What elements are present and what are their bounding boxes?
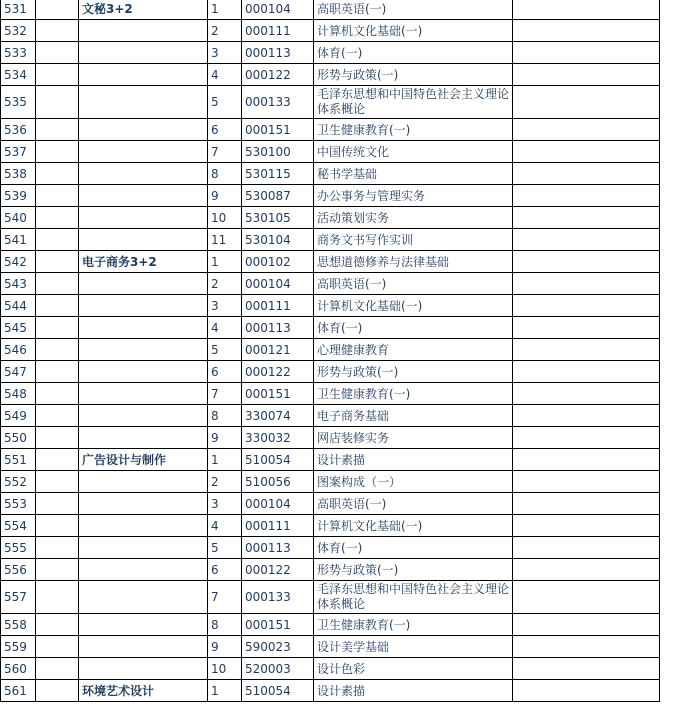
table-row [1, 636, 660, 658]
sequence-cell[interactable]: 3 [208, 295, 242, 317]
row-number-cell[interactable]: 544 [1, 295, 36, 317]
major-cell[interactable] [79, 658, 208, 680]
major-cell[interactable] [79, 20, 208, 42]
course-code-cell[interactable]: 520003 [242, 658, 314, 680]
sequence-cell[interactable]: 5 [208, 86, 242, 119]
course-code-cell[interactable]: 590023 [242, 636, 314, 658]
sequence-cell[interactable]: 6 [208, 559, 242, 581]
row-number-cell[interactable]: 551 [1, 449, 36, 471]
sequence-cell[interactable]: 5 [208, 339, 242, 361]
blank-cell[interactable] [513, 471, 660, 493]
major-cell[interactable] [79, 317, 208, 339]
course-code-cell[interactable]: 000111 [242, 515, 314, 537]
sequence-cell[interactable]: 9 [208, 427, 242, 449]
row-number-cell[interactable]: 533 [1, 42, 36, 64]
row-number-cell[interactable]: 538 [1, 163, 36, 185]
table-row [1, 86, 660, 119]
course-code-cell[interactable]: 000151 [242, 119, 314, 141]
course-name-cell[interactable]: 毛泽东思想和中国特色社会主义理论体系概论 [314, 86, 513, 119]
table-row [1, 273, 660, 295]
row-number-cell[interactable]: 542 [1, 251, 36, 273]
blank-cell[interactable] [36, 614, 79, 636]
course-name-cell[interactable]: 思想道德修养与法律基础 [314, 251, 513, 273]
row-number-cell[interactable]: 561 [1, 680, 36, 702]
major-cell[interactable]: 文秘3+2 [79, 0, 208, 20]
major-cell[interactable] [79, 493, 208, 515]
row-number-cell[interactable]: 556 [1, 559, 36, 581]
blank-cell[interactable] [513, 361, 660, 383]
table-row [1, 537, 660, 559]
course-name-cell[interactable]: 高职英语(一) [314, 273, 513, 295]
course-code-cell[interactable]: 000122 [242, 64, 314, 86]
blank-cell[interactable] [36, 317, 79, 339]
blank-cell[interactable] [513, 86, 660, 119]
blank-cell[interactable] [513, 141, 660, 163]
sequence-cell[interactable]: 7 [208, 383, 242, 405]
major-cell[interactable] [79, 339, 208, 361]
blank-cell[interactable] [513, 119, 660, 141]
blank-cell[interactable] [36, 64, 79, 86]
course-name-cell[interactable]: 心理健康教育 [314, 339, 513, 361]
blank-cell[interactable] [513, 295, 660, 317]
major-cell[interactable] [79, 273, 208, 295]
course-code-cell[interactable]: 510054 [242, 680, 314, 702]
course-code-cell[interactable]: 000113 [242, 42, 314, 64]
blank-cell[interactable] [36, 0, 79, 20]
row-number-cell[interactable]: 554 [1, 515, 36, 537]
row-number-cell[interactable]: 550 [1, 427, 36, 449]
course-name-cell[interactable]: 高职英语(一) [314, 0, 513, 20]
table-row [1, 614, 660, 636]
blank-cell[interactable] [513, 207, 660, 229]
course-name-cell[interactable]: 秘书学基础 [314, 163, 513, 185]
blank-cell[interactable] [513, 537, 660, 559]
blank-cell[interactable] [36, 537, 79, 559]
table-row [1, 295, 660, 317]
sequence-cell[interactable]: 10 [208, 207, 242, 229]
blank-cell[interactable] [513, 493, 660, 515]
course-code-cell[interactable]: 000151 [242, 383, 314, 405]
table-row [1, 339, 660, 361]
blank-cell[interactable] [36, 141, 79, 163]
major-cell[interactable] [79, 86, 208, 119]
sequence-cell[interactable]: 2 [208, 20, 242, 42]
sequence-cell[interactable]: 8 [208, 405, 242, 427]
table-row [1, 119, 660, 141]
table-row [1, 42, 660, 64]
course-name-cell[interactable]: 电子商务基础 [314, 405, 513, 427]
table-row [1, 317, 660, 339]
blank-cell[interactable] [513, 614, 660, 636]
table-row [1, 680, 660, 702]
sequence-cell[interactable]: 2 [208, 273, 242, 295]
table-row [1, 449, 660, 471]
course-name-cell[interactable]: 设计素描 [314, 680, 513, 702]
major-cell[interactable] [79, 185, 208, 207]
major-cell[interactable] [79, 537, 208, 559]
blank-cell[interactable] [513, 20, 660, 42]
row-number-cell[interactable]: 547 [1, 361, 36, 383]
blank-cell[interactable] [36, 559, 79, 581]
row-number-cell[interactable]: 557 [1, 581, 36, 614]
blank-cell[interactable] [36, 427, 79, 449]
table-row [1, 207, 660, 229]
sequence-cell[interactable]: 4 [208, 64, 242, 86]
blank-cell[interactable] [36, 20, 79, 42]
table-row [1, 229, 660, 251]
table-row [1, 383, 660, 405]
course-name-cell[interactable]: 体育(一) [314, 317, 513, 339]
major-cell[interactable] [79, 559, 208, 581]
course-name-cell[interactable]: 形势与政策(一) [314, 64, 513, 86]
sequence-cell[interactable]: 1 [208, 251, 242, 273]
blank-cell[interactable] [36, 207, 79, 229]
table-row [1, 163, 660, 185]
table-row [1, 64, 660, 86]
row-number-cell[interactable]: 536 [1, 119, 36, 141]
course-code-cell[interactable]: 000133 [242, 581, 314, 614]
blank-cell[interactable] [36, 185, 79, 207]
blank-cell[interactable] [513, 405, 660, 427]
blank-cell[interactable] [513, 64, 660, 86]
course-code-cell[interactable]: 530104 [242, 229, 314, 251]
table-row [1, 493, 660, 515]
row-number-cell[interactable]: 555 [1, 537, 36, 559]
row-number-cell[interactable]: 539 [1, 185, 36, 207]
course-name-cell[interactable]: 设计色彩 [314, 658, 513, 680]
course-code-cell[interactable]: 000121 [242, 339, 314, 361]
course-name-cell[interactable]: 计算机文化基础(一) [314, 20, 513, 42]
row-number-cell[interactable]: 559 [1, 636, 36, 658]
blank-cell[interactable] [36, 493, 79, 515]
major-cell[interactable] [79, 163, 208, 185]
major-cell[interactable] [79, 515, 208, 537]
major-cell[interactable]: 电子商务3+2 [79, 251, 208, 273]
major-cell[interactable]: 环境艺术设计 [79, 680, 208, 702]
major-cell[interactable] [79, 405, 208, 427]
sequence-cell[interactable]: 6 [208, 119, 242, 141]
sequence-cell[interactable]: 7 [208, 581, 242, 614]
major-cell[interactable] [79, 614, 208, 636]
course-code-cell[interactable]: 000133 [242, 86, 314, 119]
blank-cell[interactable] [513, 185, 660, 207]
blank-cell[interactable] [36, 229, 79, 251]
major-cell[interactable] [79, 119, 208, 141]
course-code-cell[interactable]: 510056 [242, 471, 314, 493]
blank-cell[interactable] [513, 383, 660, 405]
table-row [1, 251, 660, 273]
course-code-cell[interactable]: 000104 [242, 273, 314, 295]
blank-cell[interactable] [36, 361, 79, 383]
row-number-cell[interactable]: 545 [1, 317, 36, 339]
course-name-cell[interactable]: 中国传统文化 [314, 141, 513, 163]
course-code-cell[interactable]: 000111 [242, 295, 314, 317]
course-code-cell[interactable]: 000122 [242, 559, 314, 581]
blank-cell[interactable] [513, 581, 660, 614]
course-name-cell[interactable]: 活动策划实务 [314, 207, 513, 229]
blank-cell[interactable] [513, 42, 660, 64]
course-name-cell[interactable]: 计算机文化基础(一) [314, 515, 513, 537]
blank-cell[interactable] [513, 317, 660, 339]
blank-cell[interactable] [36, 251, 79, 273]
sequence-cell[interactable]: 1 [208, 680, 242, 702]
course-name-cell[interactable]: 设计素描 [314, 449, 513, 471]
blank-cell[interactable] [36, 273, 79, 295]
table-row [1, 185, 660, 207]
course-name-cell[interactable]: 图案构成（一） [314, 471, 513, 493]
major-cell[interactable] [79, 64, 208, 86]
row-number-cell[interactable]: 549 [1, 405, 36, 427]
blank-cell[interactable] [36, 471, 79, 493]
sequence-cell[interactable]: 8 [208, 163, 242, 185]
row-number-cell[interactable]: 537 [1, 141, 36, 163]
course-code-cell[interactable]: 330032 [242, 427, 314, 449]
table-row [1, 515, 660, 537]
course-name-cell[interactable]: 计算机文化基础(一) [314, 295, 513, 317]
major-cell[interactable] [79, 636, 208, 658]
sequence-cell[interactable]: 10 [208, 658, 242, 680]
row-number-cell[interactable]: 534 [1, 64, 36, 86]
sequence-cell[interactable]: 7 [208, 141, 242, 163]
blank-cell[interactable] [36, 636, 79, 658]
table-row [1, 471, 660, 493]
table-body [1, 0, 660, 702]
row-number-cell[interactable]: 543 [1, 273, 36, 295]
course-name-cell[interactable]: 卫生健康教育(一) [314, 119, 513, 141]
course-code-cell[interactable]: 000113 [242, 317, 314, 339]
sequence-cell[interactable]: 3 [208, 42, 242, 64]
row-number-cell[interactable]: 553 [1, 493, 36, 515]
blank-cell[interactable] [36, 163, 79, 185]
course-code-cell[interactable]: 000151 [242, 614, 314, 636]
course-name-cell[interactable]: 高职英语(一) [314, 493, 513, 515]
row-number-cell[interactable]: 558 [1, 614, 36, 636]
sequence-cell[interactable]: 2 [208, 471, 242, 493]
blank-cell[interactable] [513, 658, 660, 680]
table-row [1, 559, 660, 581]
table-row [1, 581, 660, 614]
course-code-cell[interactable]: 530087 [242, 185, 314, 207]
course-name-cell[interactable]: 体育(一) [314, 42, 513, 64]
blank-cell[interactable] [513, 273, 660, 295]
sequence-cell[interactable]: 6 [208, 361, 242, 383]
course-code-cell[interactable]: 330074 [242, 405, 314, 427]
table-row [1, 405, 660, 427]
sequence-cell[interactable]: 4 [208, 515, 242, 537]
sequence-cell[interactable]: 9 [208, 636, 242, 658]
major-cell[interactable]: 广告设计与制作 [79, 449, 208, 471]
blank-cell[interactable] [36, 86, 79, 119]
sequence-cell[interactable]: 11 [208, 229, 242, 251]
major-cell[interactable] [79, 581, 208, 614]
blank-cell[interactable] [36, 119, 79, 141]
table-row [1, 427, 660, 449]
row-number-cell[interactable]: 541 [1, 229, 36, 251]
blank-cell[interactable] [36, 383, 79, 405]
blank-cell[interactable] [36, 680, 79, 702]
major-cell[interactable] [79, 141, 208, 163]
course-code-cell[interactable]: 510054 [242, 449, 314, 471]
course-name-cell[interactable]: 商务文书写作实训 [314, 229, 513, 251]
sequence-cell[interactable]: 3 [208, 493, 242, 515]
sequence-cell[interactable]: 1 [208, 0, 242, 20]
row-number-cell[interactable]: 532 [1, 20, 36, 42]
blank-cell[interactable] [513, 449, 660, 471]
blank-cell[interactable] [36, 405, 79, 427]
course-name-cell[interactable]: 卫生健康教育(一) [314, 614, 513, 636]
blank-cell[interactable] [36, 339, 79, 361]
table-row [1, 361, 660, 383]
course-code-cell[interactable]: 530115 [242, 163, 314, 185]
course-code-cell[interactable]: 530105 [242, 207, 314, 229]
blank-cell[interactable] [513, 636, 660, 658]
course-code-cell[interactable]: 000104 [242, 0, 314, 20]
sequence-cell[interactable]: 8 [208, 614, 242, 636]
blank-cell[interactable] [36, 658, 79, 680]
course-code-cell[interactable]: 000122 [242, 361, 314, 383]
blank-cell[interactable] [513, 229, 660, 251]
major-cell[interactable] [79, 427, 208, 449]
blank-cell[interactable] [513, 251, 660, 273]
sequence-cell[interactable]: 4 [208, 317, 242, 339]
row-number-cell[interactable]: 531 [1, 0, 36, 20]
table-row [1, 658, 660, 680]
course-name-cell[interactable]: 网店装修实务 [314, 427, 513, 449]
blank-cell[interactable] [513, 0, 660, 20]
major-cell[interactable] [79, 361, 208, 383]
table-row [1, 141, 660, 163]
major-cell[interactable] [79, 207, 208, 229]
course-name-cell[interactable]: 毛泽东思想和中国特色社会主义理论体系概论 [314, 581, 513, 614]
blank-cell[interactable] [36, 581, 79, 614]
blank-cell[interactable] [513, 515, 660, 537]
course-name-cell[interactable]: 体育(一) [314, 537, 513, 559]
row-number-cell[interactable]: 548 [1, 383, 36, 405]
course-code-cell[interactable]: 000102 [242, 251, 314, 273]
blank-cell[interactable] [36, 515, 79, 537]
major-cell[interactable] [79, 383, 208, 405]
row-number-cell[interactable]: 552 [1, 471, 36, 493]
course-code-cell[interactable]: 000113 [242, 537, 314, 559]
course-code-cell[interactable]: 000104 [242, 493, 314, 515]
course-name-cell[interactable]: 设计美学基础 [314, 636, 513, 658]
major-cell[interactable] [79, 229, 208, 251]
row-number-cell[interactable]: 546 [1, 339, 36, 361]
table-row [1, 20, 660, 42]
blank-cell[interactable] [36, 295, 79, 317]
major-cell[interactable] [79, 42, 208, 64]
major-cell[interactable] [79, 471, 208, 493]
row-number-cell[interactable]: 540 [1, 207, 36, 229]
blank-cell[interactable] [513, 163, 660, 185]
row-number-cell[interactable]: 560 [1, 658, 36, 680]
course-name-cell[interactable]: 办公事务与管理实务 [314, 185, 513, 207]
table-row [1, 0, 660, 20]
blank-cell[interactable] [513, 680, 660, 702]
sequence-cell[interactable]: 5 [208, 537, 242, 559]
course-code-cell[interactable]: 530100 [242, 141, 314, 163]
sequence-cell[interactable]: 9 [208, 185, 242, 207]
course-name-cell[interactable]: 形势与政策(一) [314, 361, 513, 383]
blank-cell[interactable] [513, 339, 660, 361]
blank-cell[interactable] [513, 559, 660, 581]
blank-cell[interactable] [36, 449, 79, 471]
blank-cell[interactable] [513, 427, 660, 449]
row-number-cell[interactable]: 535 [1, 86, 36, 119]
major-cell[interactable] [79, 295, 208, 317]
course-name-cell[interactable]: 卫生健康教育(一) [314, 383, 513, 405]
sequence-cell[interactable]: 1 [208, 449, 242, 471]
course-code-cell[interactable]: 000111 [242, 20, 314, 42]
course-name-cell[interactable]: 形势与政策(一) [314, 559, 513, 581]
blank-cell[interactable] [36, 42, 79, 64]
